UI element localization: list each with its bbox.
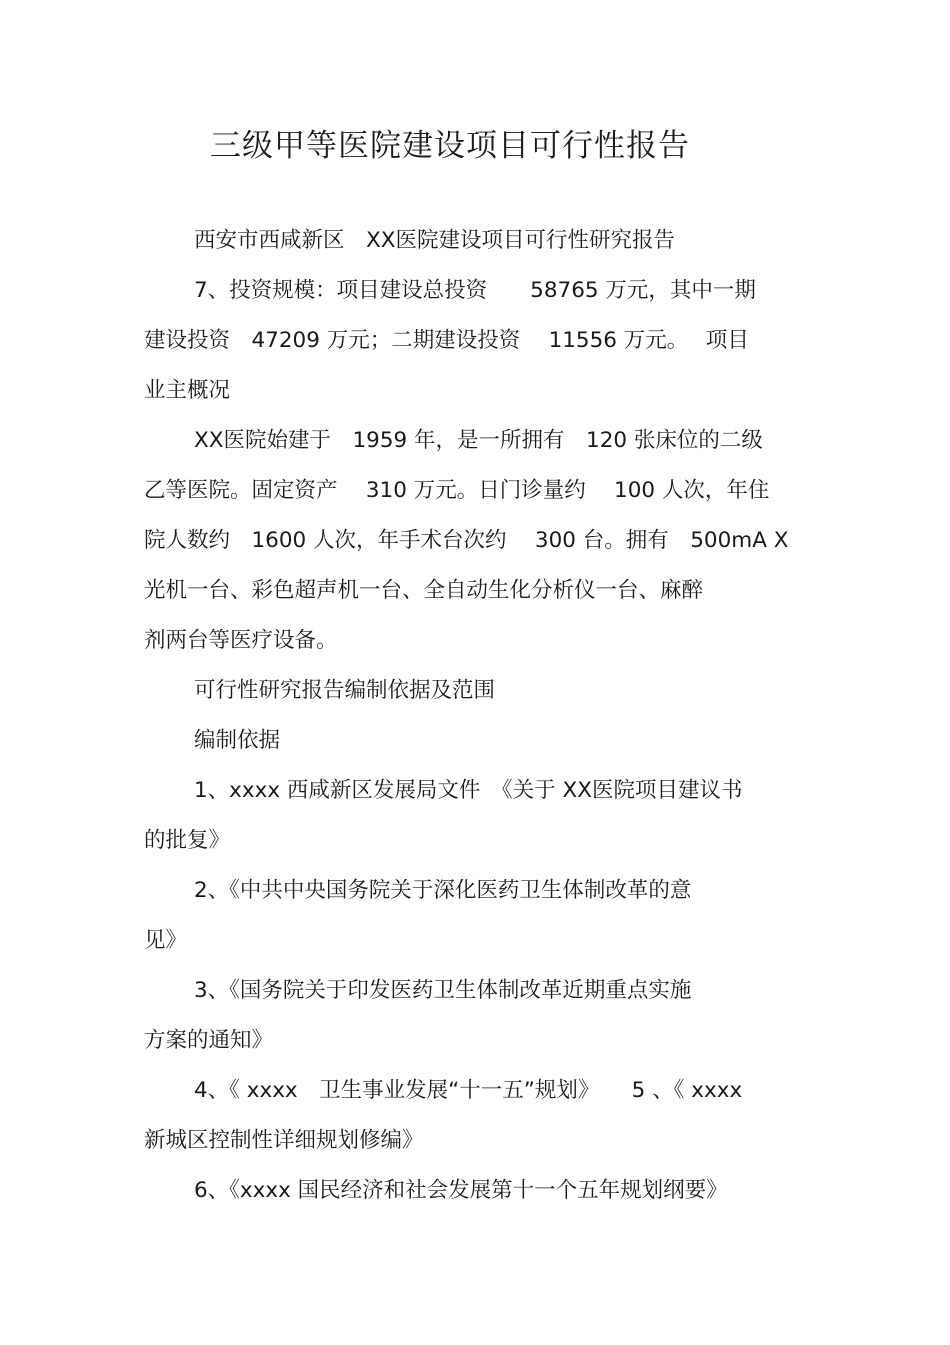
text-line-9: 剂两台等医疗设备。 bbox=[144, 628, 338, 653]
basis-item-2: 2、《中共中央国务院关于深化医药卫生体制改革的意 bbox=[194, 878, 692, 903]
section-heading-basis: 编制依据 bbox=[194, 728, 281, 753]
basis-item-3: 3、《国务院关于印发医药卫生体制改革近期重点实施 bbox=[194, 978, 692, 1003]
text-line-4: 业主概况 bbox=[144, 378, 231, 403]
basis-item-3-cont: 方案的通知》 bbox=[144, 1028, 274, 1053]
basis-item-4-5: 4、《 xxxx 卫生事业发展“十一五”规划》 5 、《 xxxx bbox=[194, 1078, 743, 1103]
text-line-6: 乙等医院。固定资产 310 万元。日门诊量约 100 人次，年住 bbox=[144, 478, 770, 503]
text-line-7: 院人数约 1600 人次，年手术台次约 300 台。拥有 500mA X bbox=[144, 528, 789, 553]
basis-item-6: 6、《xxxx 国民经济和社会发展第十一个五年规划纲要》 bbox=[194, 1178, 728, 1203]
basis-item-2-cont: 见》 bbox=[144, 928, 188, 953]
text-line-1: 西安市西咸新区 XX医院建设项目可行性研究报告 bbox=[194, 228, 675, 253]
document-title: 三级甲等医院建设项目可行性报告 bbox=[210, 128, 690, 164]
text-line-5: XX医院始建于 1959 年，是一所拥有 120 张床位的二级 bbox=[194, 428, 763, 453]
text-line-2: 7、投资规模：项目建设总投资 58765 万元，其中一期 bbox=[194, 278, 756, 303]
basis-item-1: 1、xxxx 西咸新区发展局文件 《关于 XX医院项目建议书 bbox=[194, 778, 743, 803]
text-line-3: 建设投资 47209 万元；二期建设投资 11556 万元。 项目 bbox=[144, 328, 749, 353]
text-line-8: 光机一台、彩色超声机一台、全自动生化分析仪一台、麻醉 bbox=[144, 578, 704, 603]
section-heading-basis-scope: 可行性研究报告编制依据及范围 bbox=[194, 678, 496, 703]
basis-item-1-cont: 的批复》 bbox=[144, 828, 231, 853]
basis-item-5-cont: 新城区控制性详细规划修编》 bbox=[144, 1128, 424, 1153]
